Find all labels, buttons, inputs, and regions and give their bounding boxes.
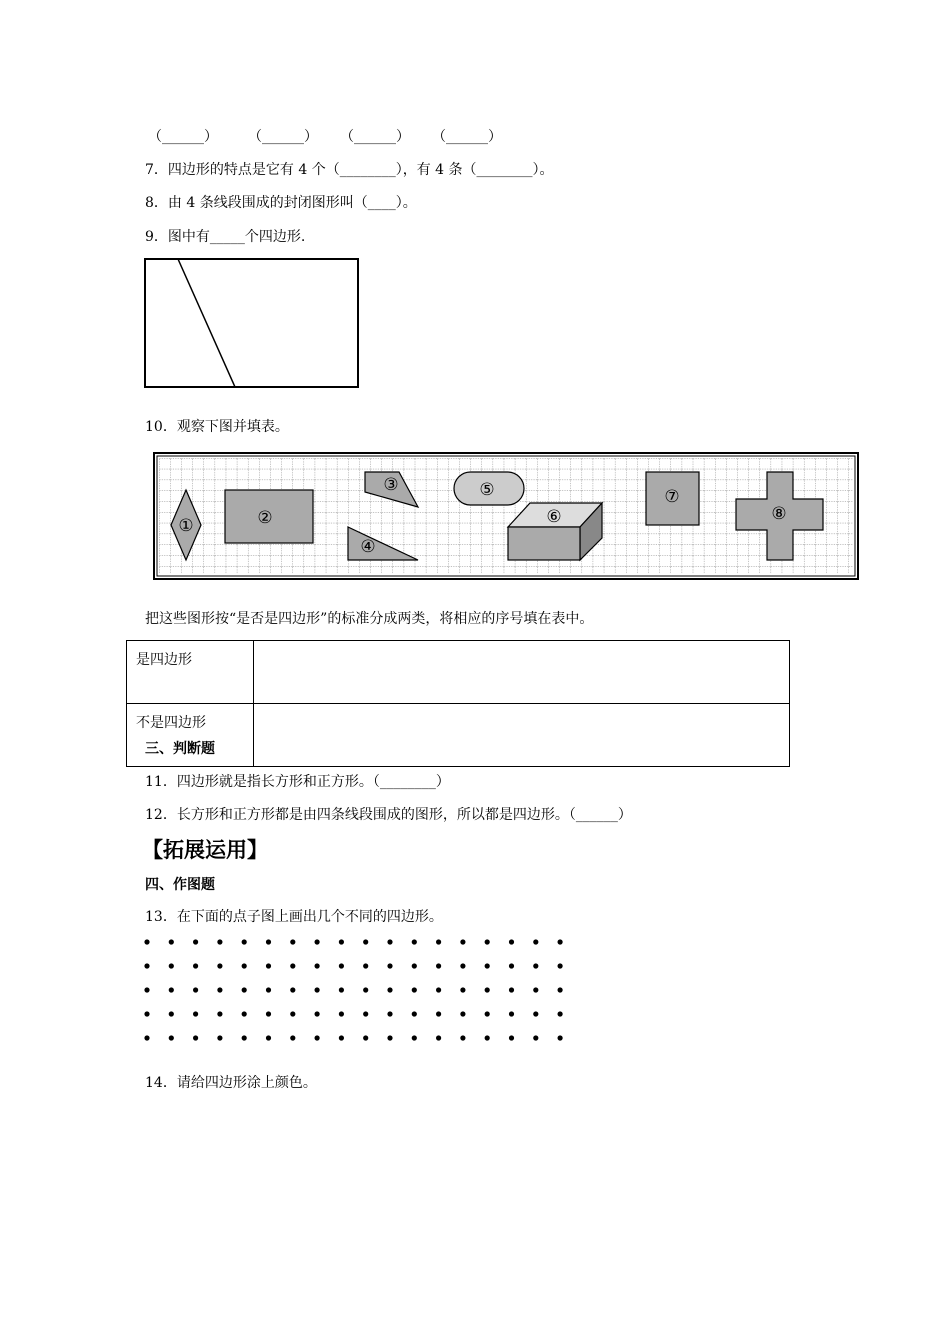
grid-dot[interactable]	[387, 987, 392, 992]
grid-dot[interactable]	[339, 1035, 344, 1040]
grid-dot[interactable]	[339, 1011, 344, 1016]
grid-dot[interactable]	[533, 987, 538, 992]
shape-6-box-front	[508, 527, 580, 560]
grid-dot[interactable]	[509, 987, 514, 992]
grid-dot[interactable]	[242, 963, 247, 968]
question-13: 13．在下面的点子图上画出几个不同的四边形。	[145, 909, 443, 925]
grid-dot[interactable]	[509, 1011, 514, 1016]
grid-dot[interactable]	[193, 987, 198, 992]
grid-dot[interactable]	[193, 939, 198, 944]
dot-grid[interactable]	[140, 935, 570, 1045]
grid-dot[interactable]	[169, 939, 174, 944]
grid-dot[interactable]	[509, 939, 514, 944]
grid-dot[interactable]	[266, 987, 271, 992]
grid-dot[interactable]	[217, 1011, 222, 1016]
table-row	[127, 704, 790, 767]
shape-label-4: ④	[360, 537, 376, 557]
grid-dot[interactable]	[485, 963, 490, 968]
grid-dot[interactable]	[339, 987, 344, 992]
classification-table	[126, 640, 790, 767]
grid-dot[interactable]	[509, 1035, 514, 1040]
grid-dot[interactable]	[217, 1035, 222, 1040]
grid-dot[interactable]	[558, 1011, 563, 1016]
q6-blank-2[interactable]: （______）	[248, 129, 318, 145]
grid-dot[interactable]	[290, 1035, 295, 1040]
grid-dot[interactable]	[193, 1035, 198, 1040]
q6-blank-4[interactable]: （______）	[432, 129, 502, 145]
grid-dot[interactable]	[485, 1035, 490, 1040]
grid-dot[interactable]	[387, 1035, 392, 1040]
grid-dot[interactable]	[363, 963, 368, 968]
grid-dot[interactable]	[533, 1011, 538, 1016]
grid-dot[interactable]	[193, 1011, 198, 1016]
grid-dot[interactable]	[363, 1011, 368, 1016]
grid-dot[interactable]	[363, 987, 368, 992]
q6-blank-3[interactable]: （______）	[340, 129, 410, 145]
grid-dot[interactable]	[144, 939, 149, 944]
grid-dot[interactable]	[169, 1011, 174, 1016]
grid-dot[interactable]	[387, 1011, 392, 1016]
grid-dot[interactable]	[315, 987, 320, 992]
grid-dot[interactable]	[387, 963, 392, 968]
grid-dot[interactable]	[558, 1035, 563, 1040]
grid-dot[interactable]	[460, 987, 465, 992]
grid-dot[interactable]	[144, 963, 149, 968]
grid-dot[interactable]	[217, 939, 222, 944]
grid-dot[interactable]	[436, 963, 441, 968]
grid-dot[interactable]	[242, 1035, 247, 1040]
grid-dot[interactable]	[290, 1011, 295, 1016]
grid-dot[interactable]	[436, 987, 441, 992]
shape-label-8: ⑧	[771, 504, 787, 524]
question-14: 14．请给四边形涂上颜色。	[145, 1075, 317, 1091]
q6-blank-1[interactable]: （______）	[148, 129, 218, 145]
grid-dot[interactable]	[485, 1011, 490, 1016]
grid-dot[interactable]	[412, 1011, 417, 1016]
grid-dot[interactable]	[339, 963, 344, 968]
grid-dot[interactable]	[436, 939, 441, 944]
q9-figure	[144, 258, 360, 388]
shape-label-7: ⑦	[664, 487, 680, 507]
grid-dot[interactable]	[460, 1035, 465, 1040]
grid-dot[interactable]	[315, 963, 320, 968]
grid-dot[interactable]	[436, 1035, 441, 1040]
grid-dot[interactable]	[460, 939, 465, 944]
shape-label-2: ②	[257, 508, 273, 528]
grid-dot[interactable]	[460, 1011, 465, 1016]
answer-cell[interactable]	[254, 704, 790, 767]
grid-dot[interactable]	[242, 1011, 247, 1016]
grid-dot[interactable]	[363, 1035, 368, 1040]
grid-dot[interactable]	[266, 1011, 271, 1016]
shape-label-5: ⑤	[479, 480, 495, 500]
grid-dot[interactable]	[387, 939, 392, 944]
shape-label-3: ③	[383, 475, 399, 495]
grid-dot[interactable]	[412, 939, 417, 944]
grid-dot[interactable]	[412, 963, 417, 968]
grid-dot[interactable]	[558, 963, 563, 968]
grid-dot[interactable]	[315, 939, 320, 944]
question-7: 7．四边形的特点是它有 4 个（________），有 4 条（________）。	[145, 162, 554, 178]
extension-heading: 【拓展运用】	[142, 838, 268, 862]
grid-dot[interactable]	[558, 939, 563, 944]
grid-dot[interactable]	[193, 963, 198, 968]
grid-dot[interactable]	[533, 939, 538, 944]
grid-dot[interactable]	[242, 987, 247, 992]
grid-dot[interactable]	[169, 1035, 174, 1040]
section-3-heading: 三、判断题	[145, 741, 215, 757]
grid-dot[interactable]	[363, 939, 368, 944]
grid-dot[interactable]	[533, 963, 538, 968]
grid-dot[interactable]	[339, 939, 344, 944]
grid-dot[interactable]	[533, 1035, 538, 1040]
grid-dot[interactable]	[144, 987, 149, 992]
question-9: 9．图中有_____个四边形.	[145, 229, 306, 245]
row-label: 不是四边形	[127, 704, 254, 767]
grid-dot[interactable]	[169, 987, 174, 992]
table-row	[127, 641, 790, 704]
shape-label-6: ⑥	[546, 507, 562, 527]
shape-label-1: ①	[178, 516, 194, 536]
grid-dot[interactable]	[266, 1035, 271, 1040]
grid-dot[interactable]	[412, 1035, 417, 1040]
grid-dot[interactable]	[412, 987, 417, 992]
answer-cell[interactable]	[254, 641, 790, 704]
q10-shapes-grid	[153, 452, 859, 580]
section-4-heading: 四、作图题	[145, 877, 215, 893]
grid-dot[interactable]	[217, 963, 222, 968]
grid-dot[interactable]	[485, 987, 490, 992]
question-10-title: 10．观察下图并填表。	[145, 419, 289, 435]
grid-dot[interactable]	[266, 939, 271, 944]
grid-dot[interactable]	[169, 963, 174, 968]
grid-dot[interactable]	[460, 963, 465, 968]
grid-dot[interactable]	[290, 963, 295, 968]
grid-dot[interactable]	[217, 987, 222, 992]
question-8: 8．由 4 条线段围成的封闭图形叫（____）。	[145, 195, 417, 211]
grid-dot[interactable]	[290, 939, 295, 944]
grid-dot[interactable]	[558, 987, 563, 992]
grid-dot[interactable]	[485, 939, 490, 944]
grid-dot[interactable]	[242, 939, 247, 944]
grid-dot[interactable]	[266, 963, 271, 968]
grid-dot[interactable]	[290, 987, 295, 992]
grid-dot[interactable]	[315, 1035, 320, 1040]
grid-dot[interactable]	[144, 1035, 149, 1040]
question-11: 11．四边形就是指长方形和正方形。（________）	[145, 774, 450, 790]
question-10-instruction: 把这些图形按“是否是四边形”的标准分成两类，将相应的序号填在表中。	[145, 611, 594, 627]
grid-dot[interactable]	[144, 1011, 149, 1016]
question-12: 12．长方形和正方形都是由四条线段围成的图形，所以都是四边形。（______）	[145, 807, 632, 823]
grid-dot[interactable]	[509, 963, 514, 968]
grid-dot[interactable]	[436, 1011, 441, 1016]
grid-dot[interactable]	[315, 1011, 320, 1016]
row-label: 是四边形	[127, 641, 254, 704]
